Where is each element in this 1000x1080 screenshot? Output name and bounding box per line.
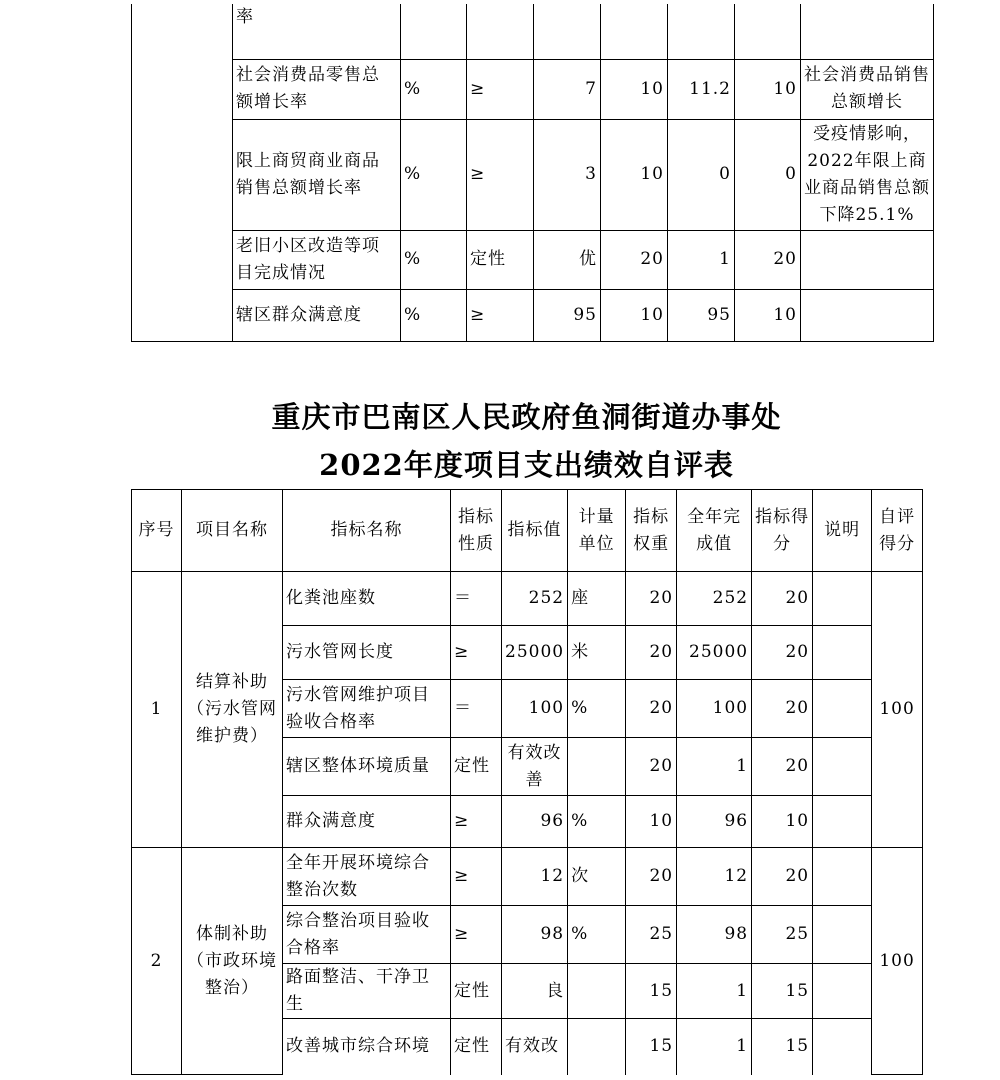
seq-cell: 1 [132,572,182,848]
nature-cell: ≥ [467,59,534,119]
note-cell [801,289,934,341]
nature-cell: 定性 [451,1019,502,1075]
indicator-name-cell: 全年开展环境综合整治次数 [283,848,451,906]
indicator-name-cell: 老旧小区改造等项目完成情况 [233,230,401,289]
header-unit: 计量单位 [568,490,626,572]
score-cell: 25 [752,906,813,964]
actual-cell: 0 [668,119,735,230]
note-cell [813,738,872,796]
note-cell [813,848,872,906]
weight-cell [601,4,668,59]
weight-cell: 10 [601,119,668,230]
header-target: 指标值 [502,490,568,572]
weight-cell: 20 [626,738,677,796]
project-name-cell: 体制补助（市政环境整治） [182,848,283,1075]
note-cell [813,964,872,1019]
unit-cell: 米 [568,626,626,680]
score-cell: 20 [752,626,813,680]
unit-cell: % [401,289,467,341]
nature-cell: 定性 [451,964,502,1019]
actual-cell: 1 [668,230,735,289]
nature-cell: ≥ [467,119,534,230]
unit-cell: % [568,906,626,964]
actual-cell [668,4,735,59]
header-project: 项目名称 [182,490,283,572]
indicator-name-cell: 辖区群众满意度 [233,289,401,341]
score-cell: 10 [735,289,801,341]
nature-cell: ≥ [451,906,502,964]
score-cell: 15 [752,964,813,1019]
indicator-name-cell: 群众满意度 [283,796,451,848]
unit-cell: % [568,796,626,848]
nature-cell: ＝ [451,572,502,626]
table-row [132,848,923,906]
header-note: 说明 [813,490,872,572]
note-cell: 社会消费品销售总额增长 [801,59,934,119]
actual-cell: 98 [677,906,752,964]
unit-cell [568,738,626,796]
indicator-name-cell: 路面整洁、干净卫生 [283,964,451,1019]
target-cell: 良 [502,964,568,1019]
score-cell: 10 [752,796,813,848]
unit-cell: % [401,230,467,289]
nature-cell: ≥ [451,626,502,680]
actual-cell: 12 [677,848,752,906]
actual-cell: 1 [677,964,752,1019]
header-seq: 序号 [132,490,182,572]
target-cell: 7 [534,59,601,119]
weight-cell: 15 [626,1019,677,1075]
target-cell: 优 [534,230,601,289]
target-cell: 100 [502,680,568,738]
unit-cell: 次 [568,848,626,906]
actual-cell: 96 [677,796,752,848]
blank-cell [132,4,233,341]
actual-cell: 1 [677,738,752,796]
target-cell: 有效改 [502,1019,568,1075]
weight-cell: 20 [601,230,668,289]
note-cell [801,4,934,59]
note-cell [813,626,872,680]
unit-cell: % [568,680,626,738]
indicator-name-cell: 污水管网长度 [283,626,451,680]
indicator-name-cell: 改善城市综合环境 [283,1019,451,1075]
unit-cell [568,1019,626,1075]
target-cell: 有效改善 [502,738,568,796]
score-cell: 20 [752,848,813,906]
weight-cell: 20 [626,680,677,738]
nature-cell: ≥ [451,848,502,906]
continuation-table [131,4,934,342]
seq-cell: 2 [132,848,182,1075]
self-score-cell: 100 [872,572,923,848]
self-score-cell: 100 [872,848,923,1075]
note-cell [813,906,872,964]
score-cell: 15 [752,1019,813,1075]
score-cell: 20 [752,572,813,626]
nature-cell: 定性 [467,230,534,289]
indicator-name-cell: 率 [233,4,401,59]
document-subtitle: 2022年度项目支出绩效自评表 [319,448,734,482]
unit-cell: 座 [568,572,626,626]
score-cell: 20 [735,230,801,289]
unit-cell [401,4,467,59]
header-weight: 指标权重 [626,490,677,572]
indicator-name-cell: 社会消费品零售总额增长率 [233,59,401,119]
note-cell: 受疫情影响，2022年限上商业商品销售总额下降25.1% [801,119,934,230]
indicator-name-cell: 辖区整体环境质量 [283,738,451,796]
note-cell [813,1019,872,1075]
score-cell [735,4,801,59]
target-cell: 96 [502,796,568,848]
target-cell: 3 [534,119,601,230]
actual-cell: 252 [677,572,752,626]
note-cell [801,230,934,289]
target-cell: 98 [502,906,568,964]
header-actual: 全年完成值 [677,490,752,572]
score-cell: 20 [752,680,813,738]
nature-cell [467,4,534,59]
score-cell: 20 [752,738,813,796]
weight-cell: 20 [626,848,677,906]
indicator-name-cell: 综合整治项目验收合格率 [283,906,451,964]
score-cell: 10 [735,59,801,119]
note-cell [813,572,872,626]
header-row [132,490,923,572]
actual-cell: 25000 [677,626,752,680]
target-cell: 95 [534,289,601,341]
indicator-name-cell: 污水管网维护项目验收合格率 [283,680,451,738]
target-cell: 12 [502,848,568,906]
target-cell [534,4,601,59]
header-self-score: 自评得分 [872,490,923,572]
weight-cell: 10 [601,289,668,341]
actual-cell: 95 [668,289,735,341]
score-cell: 0 [735,119,801,230]
weight-cell: 20 [626,572,677,626]
performance-evaluation-table [131,489,923,1075]
weight-cell: 20 [626,626,677,680]
note-cell [813,796,872,848]
nature-cell: ＝ [451,680,502,738]
project-name-cell: 结算补助（污水管网维护费） [182,572,283,848]
nature-cell: ≥ [467,289,534,341]
actual-cell: 100 [677,680,752,738]
unit-cell: % [401,59,467,119]
target-cell: 252 [502,572,568,626]
weight-cell: 10 [626,796,677,848]
document-title: 重庆市巴南区人民政府鱼洞街道办事处 [271,400,782,434]
target-cell: 25000 [502,626,568,680]
weight-cell: 25 [626,906,677,964]
table-row [132,572,923,626]
indicator-name-cell: 化粪池座数 [283,572,451,626]
actual-cell: 1 [677,1019,752,1075]
weight-cell: 15 [626,964,677,1019]
header-nature: 指标性质 [451,490,502,572]
actual-cell: 11.2 [668,59,735,119]
nature-cell: ≥ [451,796,502,848]
nature-cell: 定性 [451,738,502,796]
weight-cell: 10 [601,59,668,119]
indicator-name-cell: 限上商贸商业商品销售总额增长率 [233,119,401,230]
unit-cell [568,964,626,1019]
header-score: 指标得分 [752,490,813,572]
header-indicator: 指标名称 [283,490,451,572]
note-cell [813,680,872,738]
unit-cell: % [401,119,467,230]
